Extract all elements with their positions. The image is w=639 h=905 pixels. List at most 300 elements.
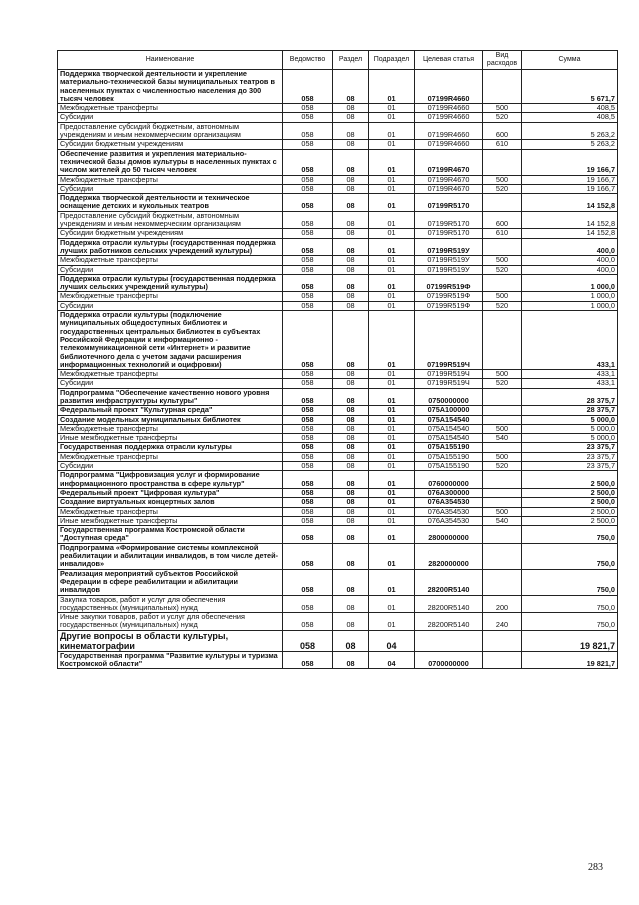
row-section: 08	[333, 452, 369, 461]
row-subsection: 01	[369, 526, 415, 544]
row-department: 058	[283, 256, 333, 265]
table-row	[58, 526, 618, 544]
row-expense-type	[483, 388, 522, 406]
row-amount: 19 166,7	[522, 184, 618, 193]
row-section: 08	[333, 70, 369, 104]
row-section: 08	[333, 613, 369, 631]
row-subsection: 01	[369, 149, 415, 175]
row-target-article: 07199R4660	[415, 122, 483, 140]
row-section: 08	[333, 651, 369, 669]
row-target-article: 07199R519Ч	[415, 379, 483, 388]
row-expense-type	[483, 471, 522, 489]
row-amount: 23 375,7	[522, 443, 618, 452]
row-expense-type	[483, 274, 522, 292]
row-amount: 19 166,7	[522, 175, 618, 184]
row-amount: 5 263,2	[522, 140, 618, 149]
row-amount: 400,0	[522, 238, 618, 256]
table-row	[58, 211, 618, 229]
row-department: 058	[283, 471, 333, 489]
row-department: 058	[283, 507, 333, 516]
row-name: Предоставление субсидий бюджетным, автономным учреждениям и иным некоммерческим организациям	[58, 122, 283, 140]
row-section: 08	[333, 388, 369, 406]
row-expense-type: 520	[483, 462, 522, 471]
row-section: 08	[333, 256, 369, 265]
row-target-article: 075A154540	[415, 424, 483, 433]
row-name: Субсидии	[58, 462, 283, 471]
row-target-article: 2800000000	[415, 526, 483, 544]
row-name: Субсидии	[58, 113, 283, 122]
row-section: 08	[333, 379, 369, 388]
row-expense-type	[483, 630, 522, 651]
row-expense-type: 500	[483, 424, 522, 433]
row-expense-type	[483, 526, 522, 544]
row-section: 08	[333, 229, 369, 238]
table-row	[58, 370, 618, 379]
row-amount: 433,1	[522, 370, 618, 379]
row-section: 08	[333, 301, 369, 310]
row-amount: 2 500,0	[522, 498, 618, 507]
row-expense-type: 520	[483, 379, 522, 388]
row-amount: 14 152,8	[522, 194, 618, 212]
row-subsection: 01	[369, 140, 415, 149]
row-amount: 28 375,7	[522, 388, 618, 406]
row-name: Межбюджетные трансферты	[58, 452, 283, 461]
row-target-article: 075A155190	[415, 443, 483, 452]
row-subsection: 01	[369, 256, 415, 265]
row-expense-type: 610	[483, 140, 522, 149]
row-subsection: 01	[369, 370, 415, 379]
row-department: 058	[283, 415, 333, 424]
row-subsection: 01	[369, 265, 415, 274]
row-expense-type	[483, 238, 522, 256]
row-subsection: 01	[369, 507, 415, 516]
row-section: 08	[333, 113, 369, 122]
row-section: 08	[333, 507, 369, 516]
table-row	[58, 122, 618, 140]
row-amount: 408,5	[522, 104, 618, 113]
row-section: 08	[333, 462, 369, 471]
row-amount: 750,0	[522, 569, 618, 595]
row-department: 058	[283, 274, 333, 292]
row-section: 08	[333, 415, 369, 424]
row-section: 08	[333, 543, 369, 569]
row-subsection: 01	[369, 184, 415, 193]
row-department: 058	[283, 595, 333, 613]
row-subsection: 01	[369, 238, 415, 256]
row-amount: 1 000,0	[522, 301, 618, 310]
row-expense-type: 500	[483, 292, 522, 301]
row-section: 08	[333, 140, 369, 149]
table-row	[58, 140, 618, 149]
row-name: Федеральный проект "Культурная среда"	[58, 406, 283, 415]
row-amount: 5 263,2	[522, 122, 618, 140]
table-row	[58, 498, 618, 507]
row-department: 058	[283, 569, 333, 595]
row-department: 058	[283, 149, 333, 175]
row-expense-type: 240	[483, 613, 522, 631]
row-subsection: 01	[369, 229, 415, 238]
row-target-article: 28200R5140	[415, 613, 483, 631]
row-name: Межбюджетные трансферты	[58, 507, 283, 516]
row-name: Подпрограмма "Цифровизация услуг и формирование информационного пространства в сфере культур"	[58, 471, 283, 489]
table-row	[58, 292, 618, 301]
row-department: 058	[283, 388, 333, 406]
header-name: Наименование	[58, 51, 283, 70]
row-expense-type	[483, 543, 522, 569]
table-row	[58, 104, 618, 113]
row-department: 058	[283, 488, 333, 497]
row-amount: 2 500,0	[522, 471, 618, 489]
row-name: Подпрограмма "Обеспечение качественно нового уровня развития инфраструктуры культуры"	[58, 388, 283, 406]
row-department: 058	[283, 265, 333, 274]
row-section: 08	[333, 498, 369, 507]
row-target-article: 075A154540	[415, 434, 483, 443]
row-amount: 2 500,0	[522, 516, 618, 525]
budget-table	[57, 50, 618, 669]
row-expense-type	[483, 488, 522, 497]
table-row	[58, 238, 618, 256]
row-subsection: 01	[369, 462, 415, 471]
row-name: Государственная программа Костромской области "Доступная среда"	[58, 526, 283, 544]
row-subsection: 01	[369, 175, 415, 184]
row-expense-type: 600	[483, 211, 522, 229]
row-subsection: 01	[369, 292, 415, 301]
row-department: 058	[283, 113, 333, 122]
row-expense-type	[483, 194, 522, 212]
row-name: Субсидии	[58, 265, 283, 274]
row-target-article: 075A154540	[415, 415, 483, 424]
row-subsection: 01	[369, 595, 415, 613]
row-subsection: 01	[369, 104, 415, 113]
row-department: 058	[283, 140, 333, 149]
row-department: 058	[283, 229, 333, 238]
row-subsection: 01	[369, 424, 415, 433]
table-row	[58, 595, 618, 613]
table-body	[58, 70, 618, 669]
row-target-article: 07199R519Ф	[415, 274, 483, 292]
header-section: Раздел	[333, 51, 369, 70]
row-section: 08	[333, 526, 369, 544]
row-name: Субсидии бюджетным учреждениям	[58, 229, 283, 238]
row-amount: 2 500,0	[522, 488, 618, 497]
row-section: 08	[333, 184, 369, 193]
row-department: 058	[283, 462, 333, 471]
table-row	[58, 175, 618, 184]
row-section: 08	[333, 443, 369, 452]
row-amount: 23 375,7	[522, 462, 618, 471]
row-section: 08	[333, 292, 369, 301]
row-target-article: 07199R4670	[415, 184, 483, 193]
table-row	[58, 301, 618, 310]
row-expense-type: 520	[483, 184, 522, 193]
table-row	[58, 113, 618, 122]
row-section: 08	[333, 406, 369, 415]
row-section: 08	[333, 569, 369, 595]
row-expense-type: 600	[483, 122, 522, 140]
row-expense-type	[483, 149, 522, 175]
row-name: Закупка товаров, работ и услуг для обеспечения государственных (муниципальных) нужд	[58, 595, 283, 613]
row-subsection: 01	[369, 516, 415, 525]
row-section: 08	[333, 175, 369, 184]
row-department: 058	[283, 301, 333, 310]
row-amount: 433,1	[522, 379, 618, 388]
row-department: 058	[283, 122, 333, 140]
row-name: Федеральный проект "Цифровая культура"	[58, 488, 283, 497]
table-row	[58, 471, 618, 489]
row-amount: 19 166,7	[522, 149, 618, 175]
row-name: Субсидии бюджетным учреждениям	[58, 140, 283, 149]
table-row	[58, 311, 618, 370]
row-subsection: 01	[369, 211, 415, 229]
row-subsection: 01	[369, 70, 415, 104]
row-target-article	[415, 630, 483, 651]
row-section: 08	[333, 149, 369, 175]
row-section: 08	[333, 194, 369, 212]
row-section: 08	[333, 434, 369, 443]
row-department: 058	[283, 211, 333, 229]
row-name: Субсидии	[58, 301, 283, 310]
row-amount: 400,0	[522, 256, 618, 265]
row-name: Поддержка отрасли культуры (государственная поддержка лучших работников сельских учреждений культуры)	[58, 238, 283, 256]
row-name: Иные межбюджетные трансферты	[58, 516, 283, 525]
row-expense-type: 500	[483, 452, 522, 461]
row-name: Иные межбюджетные трансферты	[58, 434, 283, 443]
row-section: 08	[333, 104, 369, 113]
table-row	[58, 424, 618, 433]
row-amount: 5 000,0	[522, 415, 618, 424]
table-header-row	[58, 51, 618, 70]
row-subsection: 01	[369, 471, 415, 489]
row-department: 058	[283, 443, 333, 452]
row-subsection: 01	[369, 434, 415, 443]
row-section: 08	[333, 238, 369, 256]
row-name: Поддержка творческой деятельности и техническое оснащение детских и кукольных театров	[58, 194, 283, 212]
row-target-article: 07199R519Ч	[415, 370, 483, 379]
row-amount: 400,0	[522, 265, 618, 274]
row-target-article: 07199R5170	[415, 211, 483, 229]
row-department: 058	[283, 70, 333, 104]
row-expense-type	[483, 415, 522, 424]
row-department: 058	[283, 292, 333, 301]
row-department: 058	[283, 613, 333, 631]
row-amount: 750,0	[522, 595, 618, 613]
row-department: 058	[283, 452, 333, 461]
row-expense-type: 540	[483, 434, 522, 443]
table-row	[58, 415, 618, 424]
row-expense-type	[483, 70, 522, 104]
row-name: Поддержка отрасли культуры (подключение муниципальных общедоступных библиотек и государственных центральных библиотек в субъектах Российской Федерации к информационно - телекоммуникационной сети «Интернет» и развитие библиотечного дела с учетом задачи расширения информационных технологий и оцифровки)	[58, 311, 283, 370]
budget-table-container	[57, 50, 617, 669]
row-name: Предоставление субсидий бюджетным, автономным учреждениям и иным некоммерческим организациям	[58, 211, 283, 229]
row-subsection: 01	[369, 122, 415, 140]
header-amount: Сумма	[522, 51, 618, 70]
row-target-article: 076A354530	[415, 516, 483, 525]
row-name: Межбюджетные трансферты	[58, 370, 283, 379]
table-row	[58, 379, 618, 388]
row-target-article: 076A300000	[415, 488, 483, 497]
row-amount: 1 000,0	[522, 274, 618, 292]
row-section: 08	[333, 595, 369, 613]
row-department: 058	[283, 630, 333, 651]
row-section: 08	[333, 488, 369, 497]
table-row	[58, 434, 618, 443]
header-department: Ведомство	[283, 51, 333, 70]
row-name: Межбюджетные трансферты	[58, 424, 283, 433]
row-amount: 5 000,0	[522, 424, 618, 433]
row-amount: 19 821,7	[522, 630, 618, 651]
row-subsection: 01	[369, 452, 415, 461]
row-name: Межбюджетные трансферты	[58, 104, 283, 113]
row-expense-type	[483, 311, 522, 370]
table-row	[58, 265, 618, 274]
row-department: 058	[283, 370, 333, 379]
row-name: Поддержка отрасли культуры (государственная поддержка лучших сельских учреждений культуры)	[58, 274, 283, 292]
row-expense-type: 520	[483, 113, 522, 122]
row-amount: 23 375,7	[522, 452, 618, 461]
row-amount: 2 500,0	[522, 507, 618, 516]
row-target-article: 07199R4660	[415, 140, 483, 149]
row-department: 058	[283, 104, 333, 113]
row-subsection: 01	[369, 415, 415, 424]
row-section: 08	[333, 516, 369, 525]
row-department: 058	[283, 184, 333, 193]
row-name: Субсидии	[58, 184, 283, 193]
row-subsection: 01	[369, 301, 415, 310]
row-expense-type	[483, 651, 522, 669]
table-row	[58, 488, 618, 497]
row-subsection: 01	[369, 388, 415, 406]
row-target-article: 075A100000	[415, 406, 483, 415]
row-section: 08	[333, 122, 369, 140]
table-row	[58, 651, 618, 669]
table-row	[58, 630, 618, 651]
row-subsection: 01	[369, 406, 415, 415]
row-target-article: 07199R519У	[415, 265, 483, 274]
row-amount: 408,5	[522, 113, 618, 122]
row-expense-type: 520	[483, 301, 522, 310]
table-row	[58, 452, 618, 461]
row-amount: 433,1	[522, 311, 618, 370]
row-amount: 750,0	[522, 543, 618, 569]
row-expense-type	[483, 498, 522, 507]
row-name: Поддержка творческой деятельности и укрепление материально-технической базы муниципальных театров в населенных пунктах с численностью населения до 300 тысяч человек	[58, 70, 283, 104]
row-subsection: 04	[369, 630, 415, 651]
row-section: 08	[333, 471, 369, 489]
row-department: 058	[283, 516, 333, 525]
row-target-article: 07199R5170	[415, 229, 483, 238]
table-row	[58, 229, 618, 238]
header-expense-type: Вид расходов	[483, 51, 522, 70]
row-section: 08	[333, 311, 369, 370]
row-name: Иные закупки товаров, работ и услуг для обеспечения государственных (муниципальных) нужд	[58, 613, 283, 631]
table-row	[58, 507, 618, 516]
table-row	[58, 516, 618, 525]
row-department: 058	[283, 238, 333, 256]
header-subsection: Подраздел	[369, 51, 415, 70]
row-target-article: 07199R4670	[415, 175, 483, 184]
row-expense-type: 520	[483, 265, 522, 274]
row-target-article: 2820000000	[415, 543, 483, 569]
row-expense-type	[483, 569, 522, 595]
row-target-article: 076A354530	[415, 507, 483, 516]
row-amount: 14 152,8	[522, 229, 618, 238]
table-row	[58, 194, 618, 212]
row-subsection: 01	[369, 498, 415, 507]
row-department: 058	[283, 498, 333, 507]
row-department: 058	[283, 175, 333, 184]
row-department: 058	[283, 311, 333, 370]
row-department: 058	[283, 194, 333, 212]
row-amount: 5 671,7	[522, 70, 618, 104]
row-target-article: 07199R4660	[415, 104, 483, 113]
row-section: 08	[333, 370, 369, 379]
row-name: Межбюджетные трансферты	[58, 256, 283, 265]
row-name: Межбюджетные трансферты	[58, 175, 283, 184]
row-name: Обеспечение развития и укрепления материально-технической базы домов культуры в населенных пунктах с числом жителей до 50 тысяч человек	[58, 149, 283, 175]
row-expense-type: 500	[483, 104, 522, 113]
header-target-article: Целевая статья	[415, 51, 483, 70]
table-row	[58, 388, 618, 406]
row-section: 08	[333, 265, 369, 274]
row-amount: 28 375,7	[522, 406, 618, 415]
row-department: 058	[283, 543, 333, 569]
row-subsection: 01	[369, 488, 415, 497]
row-amount: 750,0	[522, 526, 618, 544]
table-row	[58, 462, 618, 471]
row-expense-type: 500	[483, 175, 522, 184]
row-department: 058	[283, 424, 333, 433]
row-section: 08	[333, 424, 369, 433]
row-expense-type: 540	[483, 516, 522, 525]
row-name: Государственная программа "Развитие культуры и туризма Костромской области"	[58, 651, 283, 669]
table-row	[58, 613, 618, 631]
row-target-article: 075A155190	[415, 462, 483, 471]
row-name: Межбюджетные трансферты	[58, 292, 283, 301]
table-row	[58, 184, 618, 193]
row-subsection: 01	[369, 311, 415, 370]
row-target-article: 07199R519Ч	[415, 311, 483, 370]
row-department: 058	[283, 379, 333, 388]
row-target-article: 0750000000	[415, 388, 483, 406]
row-department: 058	[283, 406, 333, 415]
table-row	[58, 406, 618, 415]
row-subsection: 01	[369, 113, 415, 122]
row-name: Подпрограмма «Формирование системы комплексной реабилитации и абилитации инвалидов, в том числе детей-инвалидов»	[58, 543, 283, 569]
row-name: Субсидии	[58, 379, 283, 388]
row-name: Государственная поддержка отрасли культуры	[58, 443, 283, 452]
row-target-article: 07199R4670	[415, 149, 483, 175]
table-row	[58, 70, 618, 104]
table-row	[58, 443, 618, 452]
row-target-article: 07199R5170	[415, 194, 483, 212]
row-subsection: 01	[369, 543, 415, 569]
row-target-article: 0700000000	[415, 651, 483, 669]
row-expense-type: 610	[483, 229, 522, 238]
table-row	[58, 274, 618, 292]
row-amount: 19 821,7	[522, 651, 618, 669]
row-subsection: 01	[369, 613, 415, 631]
row-department: 058	[283, 434, 333, 443]
row-amount: 5 000,0	[522, 434, 618, 443]
row-target-article: 07199R4660	[415, 113, 483, 122]
page-number: 283	[588, 862, 603, 873]
row-expense-type: 500	[483, 507, 522, 516]
row-section: 08	[333, 211, 369, 229]
row-expense-type: 200	[483, 595, 522, 613]
row-target-article: 07199R519У	[415, 238, 483, 256]
row-department: 058	[283, 526, 333, 544]
row-target-article: 0760000000	[415, 471, 483, 489]
